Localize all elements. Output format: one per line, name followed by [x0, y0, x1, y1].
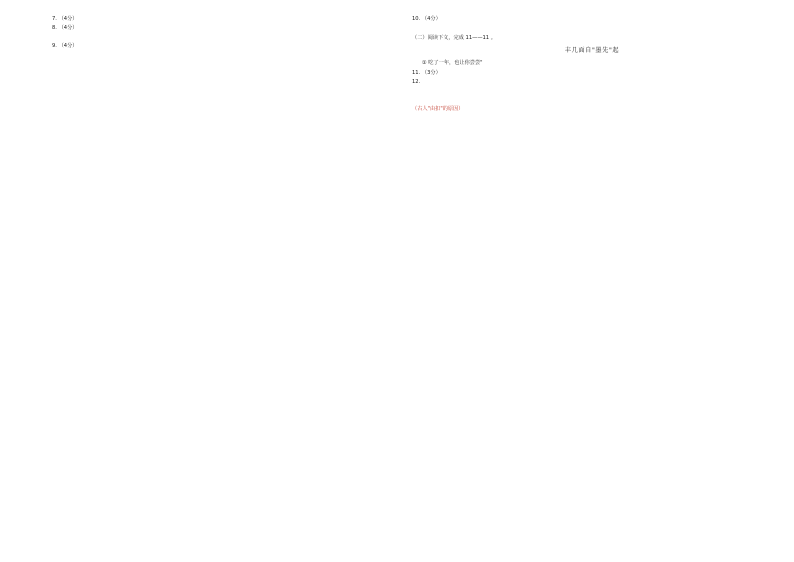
left-column — [52, 14, 412, 60]
answer-text — [52, 34, 412, 41]
section-header: （二）阅读下文，完成 11——11 。 — [412, 35, 496, 42]
answer-text — [412, 87, 772, 94]
question-item: 11. （3分） — [412, 69, 441, 76]
right-column — [412, 14, 772, 115]
question-item: 8. （4分） — [52, 25, 78, 32]
passage-paragraph: ① 吃了一年，也让你尝尝" — [422, 60, 483, 67]
question-item: 12. — [412, 78, 421, 85]
answer-text — [412, 96, 772, 103]
question-item: 9. （4分） — [52, 42, 78, 49]
answer-text — [52, 51, 412, 58]
answer-text: （古人"由扣"的原因） — [412, 105, 464, 112]
passage-title: 丰几面自"墨先"起 — [564, 47, 620, 55]
answer-text — [412, 24, 772, 31]
question-item: 10. （4分） — [412, 16, 441, 22]
question-item: 7. （4分） — [52, 16, 78, 23]
